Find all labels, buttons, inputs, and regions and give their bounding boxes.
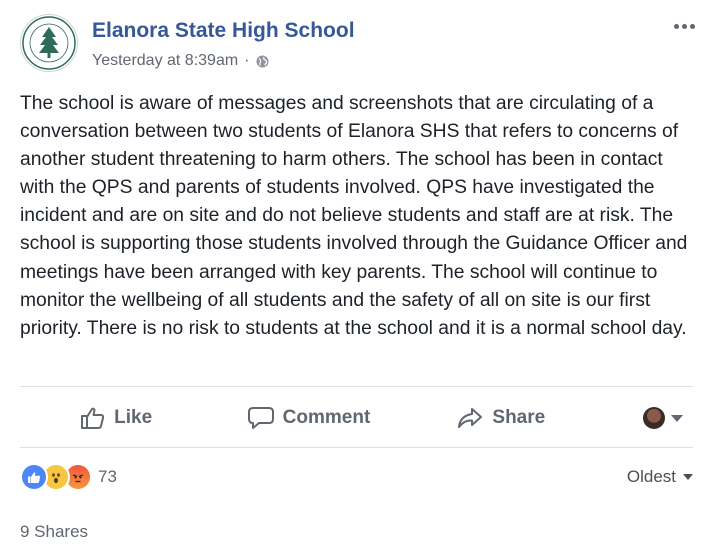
school-crest-icon bbox=[21, 15, 77, 71]
reaction-count[interactable]: 73 bbox=[98, 467, 117, 486]
more-dot-icon bbox=[690, 24, 695, 29]
post-timestamp[interactable]: Yesterday at 8:39am bbox=[92, 52, 239, 69]
chevron-down-icon bbox=[683, 474, 693, 480]
more-dot-icon bbox=[682, 24, 687, 29]
more-dot-icon bbox=[674, 24, 679, 29]
post-body-text: The school is aware of messages and screenshots that are circulating of a conversation between two students of Elanora SHS that refers to concerns of another student threatening to harm others. The school has been in contact with the QPS and parents of students involved. QPS have investigated the incident and are on site and do not believe students and staff are at risk. The school is supporting those students involved through the Guidance Officer and meetings have been arranged with key parents. The school will continue to monitor the wellbeing of all students and the safety of all on site is our first priority. There is no risk to students at the school and it is a normal school day. bbox=[20, 93, 688, 339]
identity-selector[interactable] bbox=[597, 392, 693, 444]
chevron-down-icon bbox=[671, 415, 683, 422]
post-options-button[interactable] bbox=[669, 18, 699, 34]
globe-icon[interactable] bbox=[256, 55, 269, 68]
comment-sort-dropdown[interactable] bbox=[627, 467, 693, 487]
comment-bubble-icon bbox=[247, 406, 275, 430]
user-avatar bbox=[643, 407, 665, 429]
page-name-link[interactable]: Elanora State High School bbox=[92, 19, 355, 42]
thumbs-up-icon bbox=[80, 406, 106, 430]
share-label: Share bbox=[492, 407, 546, 428]
page-avatar[interactable] bbox=[20, 14, 78, 72]
reaction-summary[interactable] bbox=[20, 463, 86, 491]
like-label: Like bbox=[114, 407, 153, 428]
meta-separator: · bbox=[244, 52, 250, 69]
divider-bottom bbox=[20, 447, 693, 448]
reactions-row bbox=[20, 462, 693, 492]
comment-button[interactable] bbox=[212, 392, 404, 444]
shares-count-link[interactable]: 9 Shares bbox=[20, 522, 89, 541]
share-button[interactable] bbox=[405, 392, 597, 444]
divider-top bbox=[20, 386, 693, 387]
post-meta bbox=[92, 52, 269, 70]
like-button[interactable] bbox=[20, 392, 212, 444]
sort-label: Oldest bbox=[626, 467, 676, 486]
action-bar bbox=[20, 392, 693, 444]
comment-label: Comment bbox=[282, 407, 371, 428]
share-arrow-icon bbox=[456, 406, 484, 430]
like-reaction-icon bbox=[20, 463, 48, 491]
